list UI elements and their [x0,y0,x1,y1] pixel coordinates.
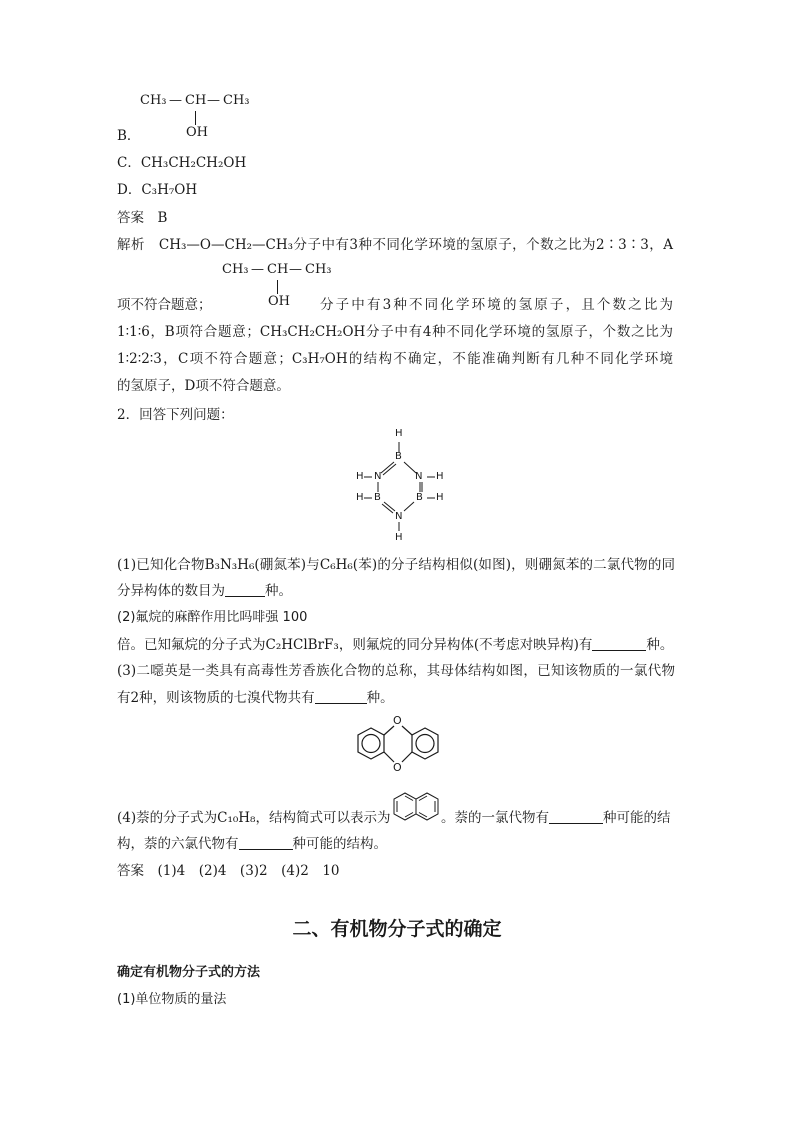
atom-h-top: H [395,428,403,439]
section-title: 二、有机物分子式的确定 [292,918,502,940]
borazine-structure [350,428,450,546]
q2-p4-line1c: 种可能的结 [603,810,671,826]
answer-blank[interactable] [549,809,603,824]
q2-p1-line1: (1)已知化合物B₃N₃H₆(硼氮苯)与C₆H₆(苯)的分子结构相似(如图)，则硼氮苯的二氯代物的同 [117,557,676,573]
atom-n-upper-right: N [415,471,423,482]
struct-vertical-bond [195,111,196,125]
q2-p1-line2-end: 种。 [265,583,292,599]
method-item-1: (1)单位物质的量法 [117,992,227,1007]
q2-p1-line2 [117,581,292,601]
struct-ch3-left: CH₃ [222,262,249,277]
atom-h-lower-left: H [356,492,364,503]
naphthalene-structure [392,787,440,827]
answer-blank[interactable] [592,636,646,651]
struct-ch3-right: CH₃ [223,93,250,108]
option-d: D．C₃H₇OH [117,182,198,198]
q2-p1-line2-text: 分异构体的数目为 [117,583,225,599]
q2-p3-line2-text: 有2种，则该物质的七溴代物共有 [117,690,315,706]
struct-bond: — [289,262,302,277]
atom-b-lower-left: B [374,492,381,503]
struct-ch3-left: CH₃ [140,93,167,108]
analysis-line-5: 的氢原子，D项不符合题意。 [117,378,290,394]
atom-n-bottom: N [395,511,403,522]
atom-h-upper-left: H [356,471,364,482]
q2-p4-line2 [117,834,387,854]
option-b-structure [140,93,260,143]
naphthalene-icon [392,787,440,827]
struct-bond: — [169,93,182,108]
analysis-line-1: 解析 CH₃—O—CH₂—CH₃分子中有3种不同化学环境的氢原子，个数之比为2∶3∶3，A [117,237,673,253]
struct-bond: — [207,93,220,108]
method-heading: 确定有机物分子式的方法 [117,965,261,980]
q2-p2-line2 [117,635,673,655]
atom-o-top: O [393,714,402,727]
q2-p2-line2-end: 种。 [646,637,674,653]
struct-ch: CH [185,93,207,108]
struct-vertical-bond [277,280,278,294]
q2-p4-line1 [441,808,671,828]
q2-p3-line2 [117,688,394,708]
atom-h-lower-right: H [436,492,444,503]
answer-blank[interactable] [225,582,265,597]
analysis-line-3: 1∶1∶6，B项符合题意；CH₃CH₂CH₂OH分子中有4种不同化学环境的氢原子，个数之比为 [117,324,673,340]
atom-h-upper-right: H [436,471,444,482]
borazine-bonds [350,428,450,546]
q2-p4-line2-end: 种可能的结构。 [292,836,387,852]
answer-1: 答案 B [117,210,168,226]
atom-o-bottom: O [393,761,402,774]
analysis-line-2a: 项不符合题意； [117,297,212,313]
q2-p2-line1: (2)氟烷的麻醉作用比吗啡强 100 [117,610,308,625]
q2-p3-line1: (3)二噁英是一类具有高毒性芳香族化合物的总称，其母体结构如图，已知该物质的一氯代物 [117,663,675,679]
atom-n-upper-left: N [374,471,382,482]
q2-p3-line2-end: 种。 [366,690,394,706]
struct-oh: OH [186,125,208,140]
dioxin-structure [352,712,444,776]
analysis-line-2b: 分子中有3种不同化学环境的氢原子，且个数之比为 [320,297,673,313]
atom-h-bottom: H [395,532,403,543]
q2-p2-line2-text: 倍。已知氟烷的分子式为C₂HClBrF₃，则氟烷的同分异构体(不考虑对映异构)有 [117,637,593,653]
struct-oh: OH [268,294,290,309]
q2-p4-line2-text: 构，萘的六氯代物有 [117,836,239,852]
atom-b-top: B [395,451,402,462]
q2-p4-line1b: 。萘的一氯代物有 [441,810,549,826]
analysis-line-4: 1∶2∶2∶3，C项不符合题意；C₃H₇OH的结构不确定，不能准确判断有几种不同化学环境 [117,351,673,367]
q2-p4-line1a: (4)萘的分子式为C₁₀H₈，结构简式可以表示为 [117,810,391,826]
option-b-label: B． [117,128,141,144]
struct-bond: — [251,262,264,277]
answer-blank[interactable] [315,689,367,704]
q2-title: 2．回答下列问题： [117,407,234,423]
struct-ch3-right: CH₃ [305,262,332,277]
struct-ch: CH [267,262,289,277]
answer-2: 答案 (1)4 (2)4 (3)2 (4)2 10 [117,863,340,879]
option-c: C．CH₃CH₂CH₂OH [117,155,247,171]
atom-b-lower-right: B [416,492,423,503]
answer-blank[interactable] [239,835,293,850]
